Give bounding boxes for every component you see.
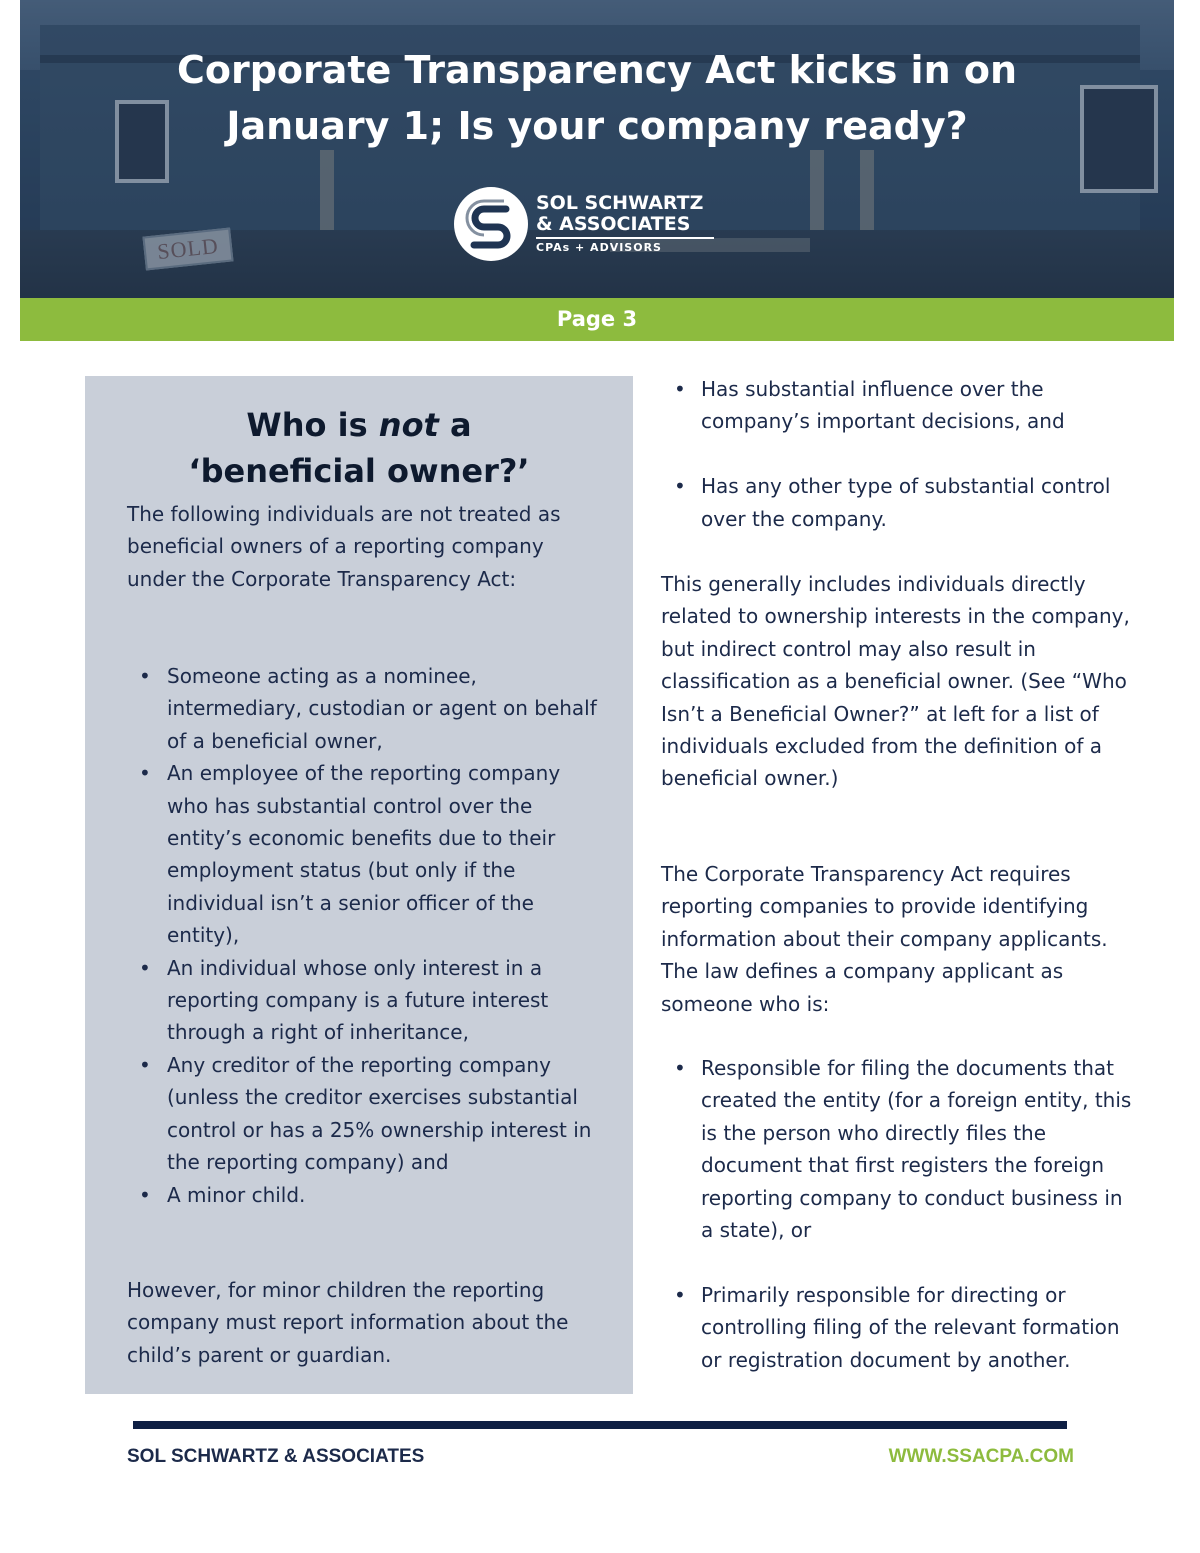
footer-divider bbox=[133, 1421, 1067, 1429]
list-item: • Primarily responsible for directing or controlling filing of the relevant formation or registration document by another. bbox=[661, 1279, 1141, 1376]
logo-divider bbox=[536, 237, 714, 239]
page-number-bar: Page 3 bbox=[20, 298, 1174, 341]
logo-name: SOL SCHWARTZ & ASSOCIATES bbox=[536, 192, 704, 235]
page-title bbox=[20, 42, 1174, 154]
hero-banner bbox=[20, 0, 1174, 298]
list-item: • Responsible for filing the documents that created the entity (for a foreign entity, this is the person who directly files the document that first registers the foreign reporting company to conduct business in a state), or bbox=[661, 1052, 1141, 1246]
title-line-1: Corporate Transparency Act kicks in on bbox=[176, 48, 1018, 92]
list-item: • Someone acting as a nominee, intermediary, custodian or agent on behalf of a beneficial owner, bbox=[127, 660, 607, 757]
sidebar-outro: However, for minor children the reporting company must report information about the child’s parent or guardian. bbox=[127, 1278, 569, 1367]
sidebar-box bbox=[85, 376, 633, 1394]
sidebar-list bbox=[127, 660, 607, 1211]
body-paragraph-applicants: The Corporate Transparency Act requires reporting companies to provide identifying information about their company applicants. The law defines a company applicant as someone who is: bbox=[661, 862, 1108, 1016]
footer-website-link[interactable]: WWW.SSACPA.COM bbox=[888, 1446, 1074, 1467]
list-item: • An individual whose only interest in a reporting company is a future interest through a right of inheritance, bbox=[127, 952, 607, 1049]
footer-company: SOL SCHWARTZ & ASSOCIATES bbox=[127, 1446, 425, 1467]
applicant-criteria bbox=[661, 1052, 1141, 1376]
list-item: • Has any other type of substantial control over the company. bbox=[661, 470, 1141, 535]
sidebar-title: Who is not a ‘beneficial owner?’ bbox=[188, 406, 530, 490]
body-paragraph-ownership: This generally includes individuals directly related to ownership interests in the company, but indirect control may also result in classification as a beneficial owner. (See “Who Isn’t a Beneficial Owner?” at left for a list of individuals excluded from the definition of a beneficial owner.) bbox=[661, 572, 1130, 791]
list-item: • An employee of the reporting company who has substantial control over the entity’s economic benefits due to their employment status (but only if the individual isn’t a senior officer of the entity), bbox=[127, 757, 607, 951]
list-item: • A minor child. bbox=[127, 1179, 607, 1211]
company-logo bbox=[454, 185, 754, 263]
control-criteria bbox=[661, 373, 1141, 535]
list-item: • Any creditor of the reporting company (unless the creditor exercises substantial control or has a 25% ownership interest in the reporting company) and bbox=[127, 1049, 607, 1179]
title-line-2: January 1; Is your company ready? bbox=[226, 104, 968, 148]
sold-sign: SOLD bbox=[142, 227, 233, 270]
logo-tagline: CPAs + ADVISORS bbox=[536, 241, 662, 254]
sidebar-intro: The following individuals are not treated as beneficial owners of a reporting company under the Corporate Transparency Act: bbox=[127, 502, 561, 591]
list-item: • Has substantial influence over the company’s important decisions, and bbox=[661, 373, 1141, 438]
logo-s-icon bbox=[454, 187, 528, 261]
